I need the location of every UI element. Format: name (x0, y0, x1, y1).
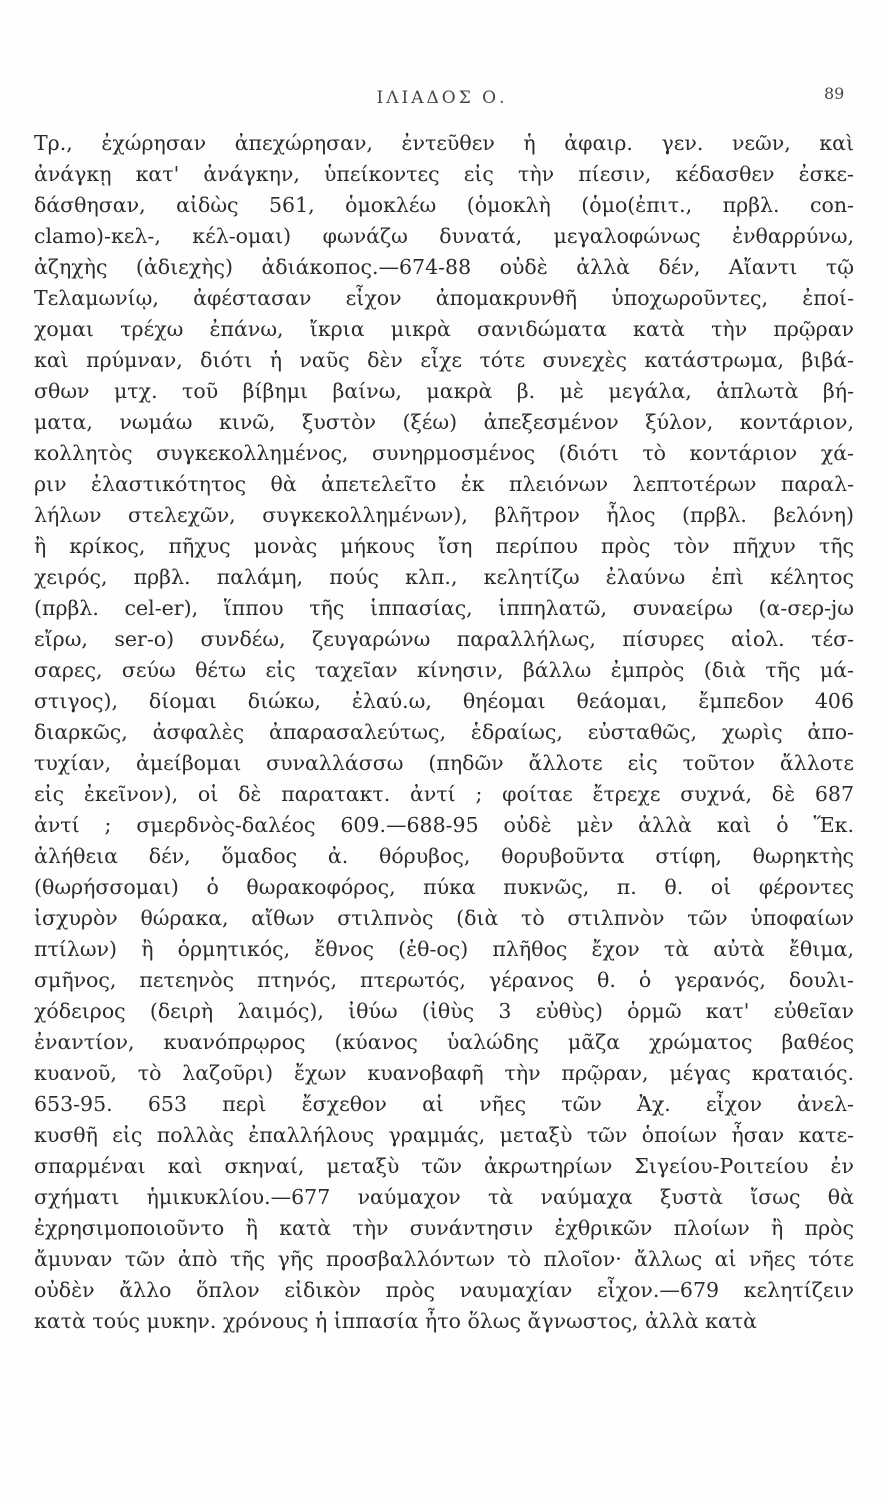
text-line: ἐχρησιμοποιοῦντο ἢ κατὰ τὴν συνάντησιν ἐχθρικῶν πλοίων ἢ πρὸς (34, 1216, 854, 1240)
text-line: κατὰ τούς μυκην. χρόνους ἡ ἱππασία ἦτο ὅλως ἄγνωστος, ἀλλὰ κατὰ (34, 1309, 757, 1333)
text-line: διαρκῶς, ἀσφαλὲς ἀπαρασαλεύτως, ἑδραίως, εὐσταθῶς, χωρὶς ἀπο- (34, 720, 854, 744)
text-line: 653-95. 653 περὶ ἔσχεθον αἱ νῆες τῶν Ἀχ. εἶχον ἀνελ- (34, 1092, 854, 1116)
text-line: τυχίαν, ἀμείβομαι συναλλάσσω (πηδῶν ἄλλοτε εἰς τοῦτον ἄλλοτε (34, 751, 854, 775)
text-line: ἀνάγκῃ κατ' ἀνάγκην, ὑπείκοντες εἰς τὴν πίεσιν, κέδασθεν ἐσκε- (34, 162, 854, 186)
page-number: 89 (824, 84, 845, 103)
text-line: λήλων στελεχῶν, συγκεκολλημένων), βλῆτρον ἧλος (πρβλ. βελόνη) (34, 503, 854, 527)
text-line: ἰσχυρὸν θώρακα, αἴθων στιλπνὸς (διὰ τὸ στιλπνὸν τῶν ὑποφαίων (34, 906, 854, 930)
text-line: χόδειρος (δειρὴ λαιμός), ἰθύω (ἰθὺς 3 εὐθὺς) ὁρμῶ κατ' εὐθεῖαν (34, 999, 854, 1023)
text-line: χειρός, πρβλ. παλάμη, πούς κλπ., κελητίζω ἐλαύνω ἐπὶ κέλητος (34, 565, 854, 589)
text-line: κυσθῆ εἰς πολλὰς ἐπαλλήλους γραμμάς, μεταξὺ τῶν ὁποίων ἦσαν κατε- (34, 1123, 854, 1147)
commentary-text (34, 128, 854, 1337)
running-title: ΙΛΙΑΔΟΣ Ο. (376, 88, 508, 108)
text-line: σπαρμέναι καὶ σκηναί, μεταξὺ τῶν ἀκρωτηρίων Σιγείου-Ροιτείου ἐν (34, 1154, 854, 1178)
text-line: οὐδὲν ἄλλο ὅπλον εἰδικὸν πρὸς ναυμαχίαν εἶχον.—679 κελητίζειν (34, 1278, 854, 1302)
text-line: χομαι τρέχω ἐπάνω, ἴκρια μικρὰ σανιδώματα κατὰ τὴν πρῷραν (34, 317, 854, 341)
text-line: σχήματι ἡμικυκλίου.—677 ναύμαχον τὰ ναύμαχα ξυστὰ ἴσως θὰ (34, 1185, 854, 1209)
text-line: ματα, νωμάω κινῶ, ξυστὸν (ξέω) ἀπεξεσμένον ξύλον, κοντάριον, (34, 410, 854, 434)
text-line: σαρες, σεύω θέτω εἰς ταχεῖαν κίνησιν, βάλλω ἐμπρὸς (διὰ τῆς μά- (34, 658, 854, 682)
text-line: Τρ., ἐχώρησαν ἀπεχώρησαν, ἐντεῦθεν ἡ ἀφαιρ. γεν. νεῶν, καὶ (34, 131, 854, 155)
text-line: πτίλων) ἢ ὁρμητικός, ἔθνος (ἐθ-ος) πλῆθος ἔχον τὰ αὐτὰ ἔθιμα, (34, 937, 854, 961)
text-line: (πρβλ. cel-er), ἵππου τῆς ἱππασίας, ἱππηλατῶ, συναείρω (α-σερ-jω (34, 596, 854, 620)
text-line: σμῆνος, πετεηνὸς πτηνός, πτερωτός, γέρανος θ. ὁ γερανός, δουλι- (34, 968, 854, 992)
text-line: ἐναντίον, κυανόπρῳρος (κύανος ὑαλώδης μᾶζα χρώματος βαθέος (34, 1030, 854, 1054)
text-line: ἢ κρίκος, πῆχυς μονὰς μήκους ἴση περίπου πρὸς τὸν πῆχυν τῆς (34, 534, 854, 558)
text-line: εἴρω, ser-o) συνδέω, ζευγαρώνω παραλλήλως, πίσυρες αἰολ. τέσ- (34, 627, 854, 651)
text-line: καὶ πρύμναν, διότι ἡ ναῦς δὲν εἶχε τότε συνεχὲς κατάστρωμα, βιβά- (34, 348, 854, 372)
text-line: (θωρήσσομαι) ὁ θωρακοφόρος, πύκα πυκνῶς, π. θ. οἱ φέροντες (34, 875, 854, 899)
running-head (0, 84, 884, 114)
text-line: εἰς ἐκεῖνον), οἱ δὲ παρατακτ. ἀντί ; φοίταε ἔτρεχε συχνά, δὲ 687 (34, 782, 854, 806)
text-line: κυανοῦ, τὸ λαζοῦρι) ἔχων κυανοβαφῆ τὴν πρῷραν, μέγας κραταιός. (34, 1061, 854, 1085)
text-line: Τελαμωνίῳ, ἀφέστασαν εἶχον ἀπομακρυνθῆ ὑποχωροῦντες, ἐποί- (34, 286, 854, 310)
text-line: ριν ἐλαστικότητος θὰ ἀπετελεῖτο ἐκ πλειόνων λεπτοτέρων παραλ- (34, 472, 854, 496)
text-line: ἀλήθεια δέν, ὅμαδος ἀ. θόρυβος, θορυβοῦντα στίφη, θωρηκτὴς (34, 844, 854, 868)
text-line: δάσθησαν, αἰδὼς 561, ὁμοκλέω (ὁμοκλὴ (ὁμο(ἐπιτ., πρβλ. con- (34, 193, 854, 217)
text-line: clamo)-κελ-, κέλ-ομαι) φωνάζω δυνατά, μεγαλοφώνως ἐνθαρρύνω, (34, 224, 854, 248)
text-line: στιγος), δίομαι διώκω, ἐλαύ.ω, θηέομαι θεάομαι, ἔμπεδον 406 (34, 689, 854, 713)
text-line: ἄμυναν τῶν ἀπὸ τῆς γῆς προσβαλλόντων τὸ πλοῖον· ἄλλως αἱ νῆες τότε (34, 1247, 854, 1271)
text-line: σθων μτχ. τοῦ βίβημι βαίνω, μακρὰ β. μὲ μεγάλα, ἁπλωτὰ βή- (34, 379, 854, 403)
text-line: ἀζηχὴς (ἀδιεχὴς) ἀδιάκοπος.—674-88 οὐδὲ ἀλλὰ δέν, Αἴαντι τῷ (34, 255, 854, 279)
text-line: ἀντί ; σμερδνὸς-δαλέος 609.—688-95 οὐδὲ μὲν ἀλλὰ καὶ ὁ Ἕκ. (34, 813, 854, 837)
text-line: κολλητὸς συγκεκολλημένος, συνηρμοσμένος (διότι τὸ κοντάριον χά- (34, 441, 854, 465)
